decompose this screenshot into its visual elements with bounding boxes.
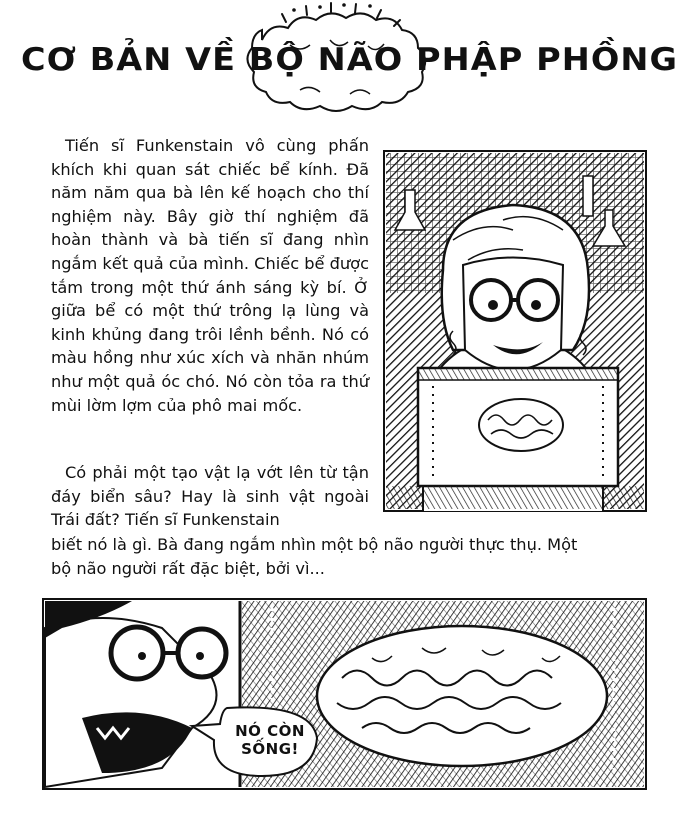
title-area (0, 0, 699, 115)
comic-panel-alive (42, 598, 647, 790)
page-title: CƠ BẢN VỀ BỘ NÃO PHẬP PHỒNG (20, 42, 679, 78)
speech-line-1: NÓ CÒN (235, 722, 305, 740)
paragraph-question (51, 461, 369, 532)
comic-panel-scientist (383, 150, 647, 512)
speech-line-2: SỐNG! (241, 740, 299, 758)
paragraph-continuation (51, 533, 641, 580)
paragraph-intro (51, 134, 369, 417)
speech-bubble (228, 722, 312, 758)
paragraph-intro-text: Tiến sĩ Funkenstain vô cùng phấn khích khi quan sát chiếc bể kính. Đã năm năm qua bà lên kế hoạch cho thí nghiệm này. Bây giờ thí nghiệm đã hoàn thành và bà tiến sĩ đang nhìn ngắm kết quả của mình. Chiếc bể được tắm trong một thứ ánh sáng kỳ bí. Ở giữa bể có một thứ trông lạ lùng và kinh khủng đang trôi lềnh bềnh. Nó có màu hồng như xúc xích và nhăn nhúm như một quả óc chó. Nó còn tỏa ra thứ mùi lờm lợm của phô mai mốc. (51, 136, 369, 415)
paragraph-question-text: Có phải một tạo vật lạ vớt lên từ tận đáy biển sâu? Hay là sinh vật ngoài Trái đất? Tiến sĩ Funkenstain (51, 463, 369, 530)
paragraph-continuation-line-2: bộ não người rất đặc biệt, bởi vì... (51, 558, 325, 578)
paragraph-continuation-line-1: biết nó là gì. Bà đang ngắm nhìn một bộ não người thực thụ. Một (51, 535, 578, 554)
